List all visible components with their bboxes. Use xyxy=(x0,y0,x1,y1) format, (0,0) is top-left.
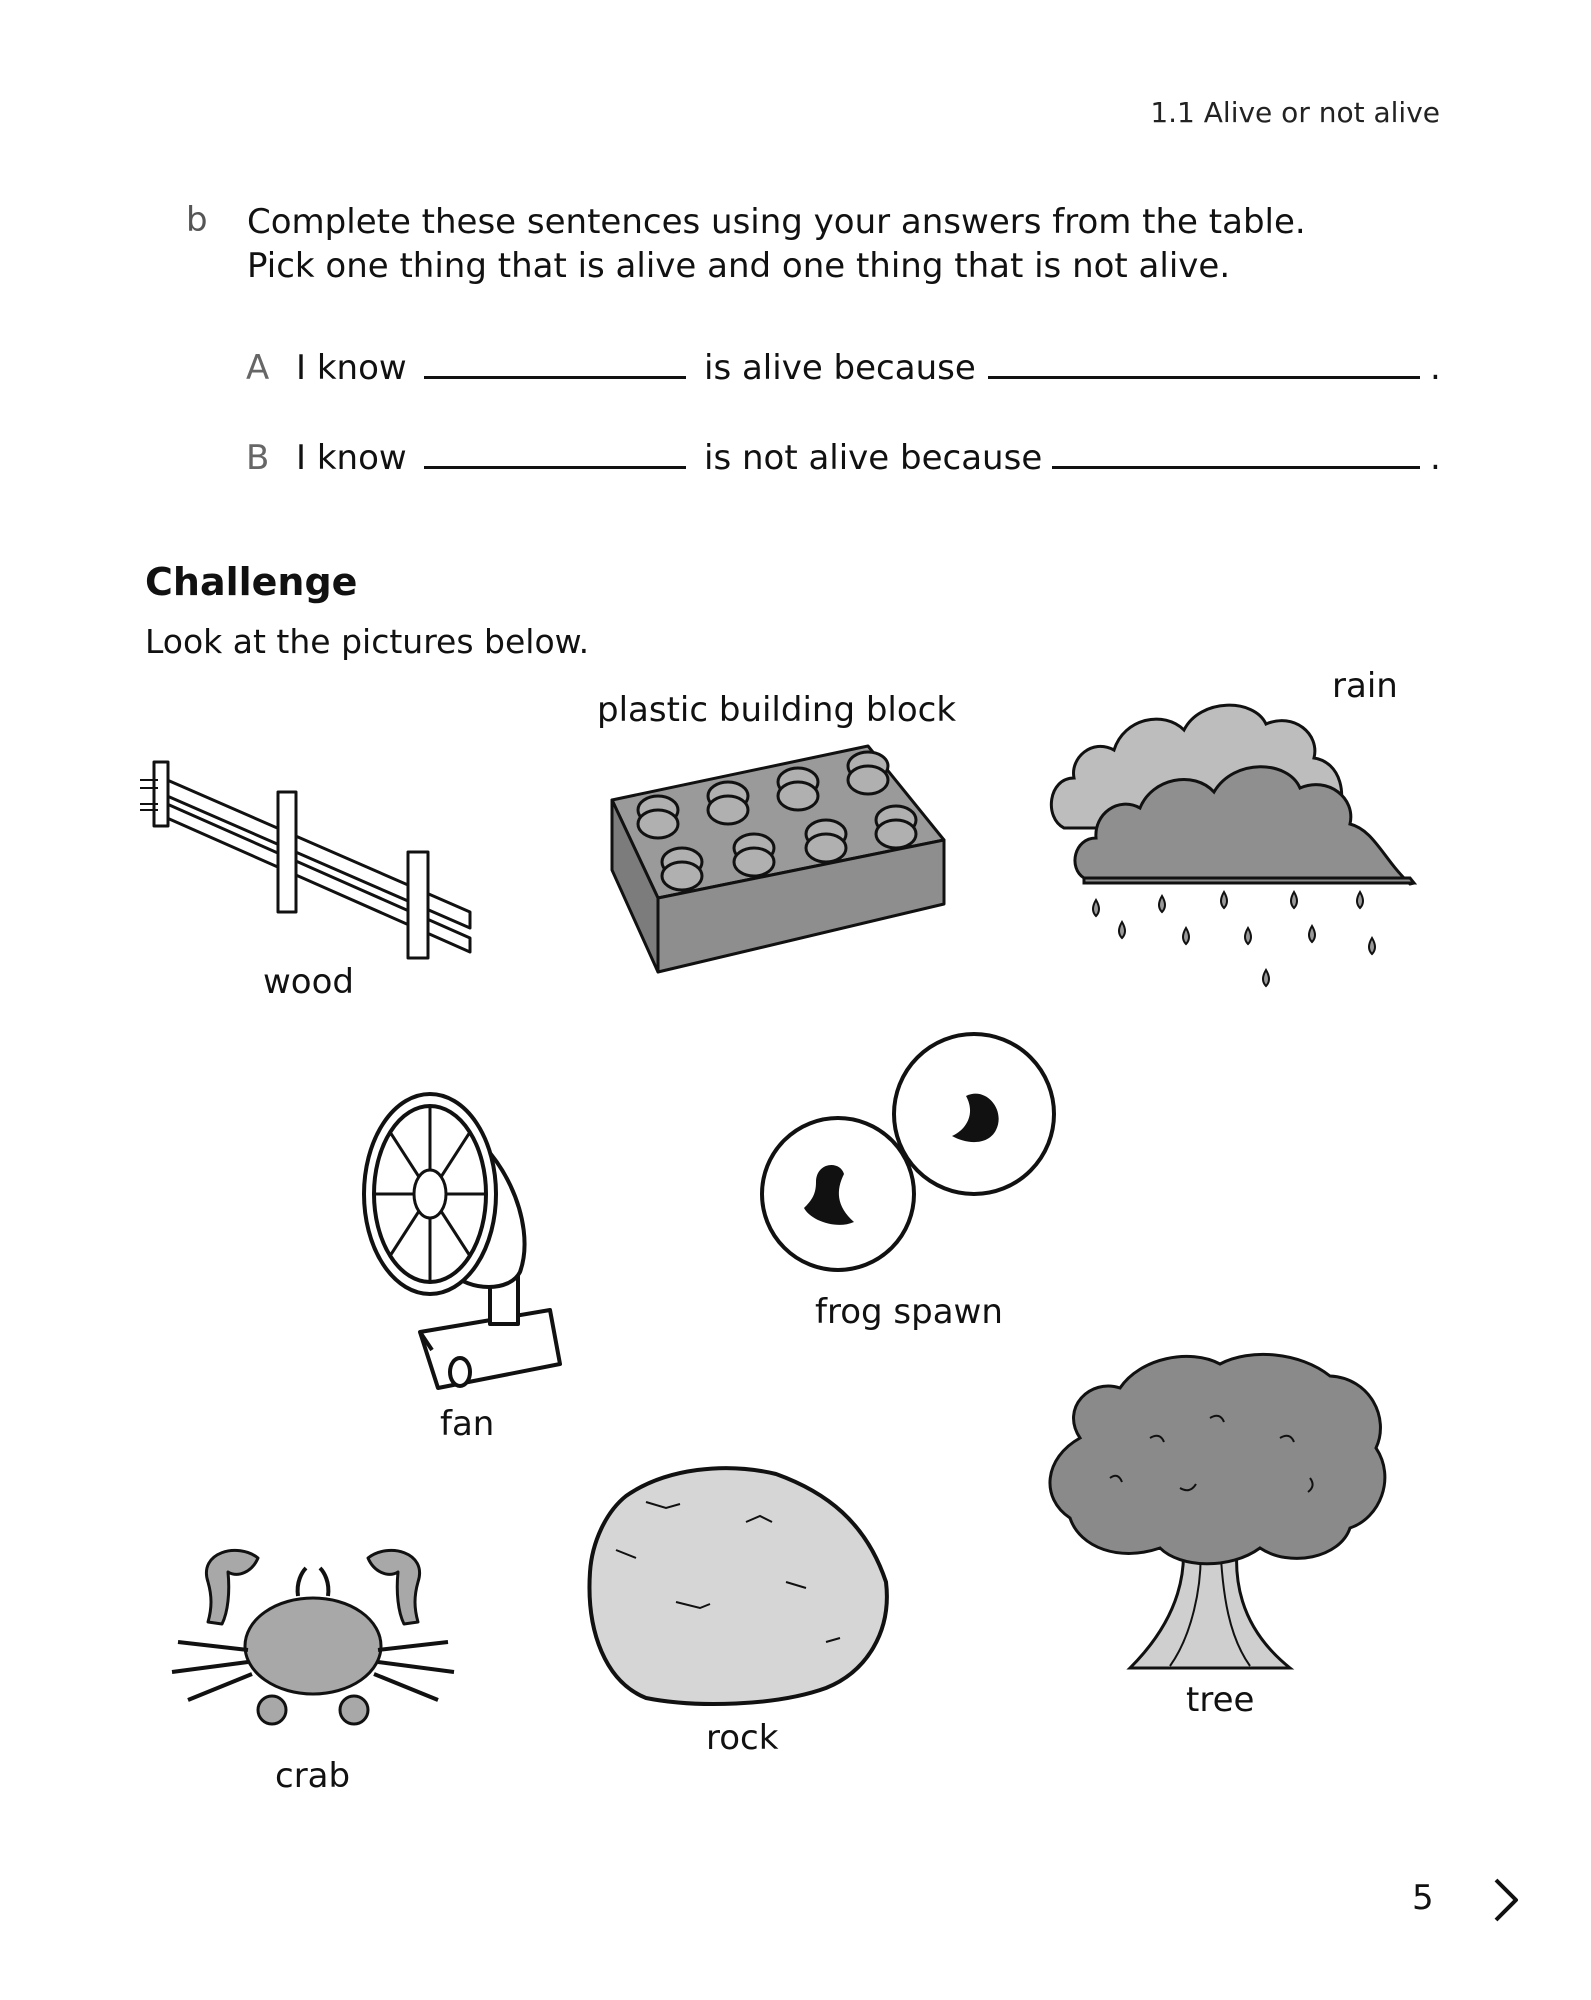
challenge-intro: Look at the pictures below. xyxy=(145,622,590,661)
running-header: 1.1 Alive or not alive xyxy=(1150,96,1440,129)
question-text xyxy=(247,200,1306,288)
answer-blank-thing[interactable] xyxy=(424,466,686,469)
building-block-illustration xyxy=(608,740,948,976)
frog-spawn-label: frog spawn xyxy=(815,1292,1003,1332)
answer-blank-reason[interactable] xyxy=(988,376,1420,379)
question-letter: b xyxy=(186,200,208,240)
sentence-end: . xyxy=(1430,348,1441,388)
answer-blank-thing[interactable] xyxy=(424,376,686,379)
chevron-right-icon[interactable] xyxy=(1490,1876,1522,1924)
sentence-middle: is alive because xyxy=(704,348,976,388)
frog-spawn-illustration xyxy=(756,1030,1066,1280)
sentence-letter: A xyxy=(246,348,270,388)
wood-fence-illustration xyxy=(140,752,480,962)
wood-label: wood xyxy=(263,962,354,1002)
rain-label: rain xyxy=(1332,666,1398,706)
question-line-1: Complete these sentences using your answers from the table. xyxy=(247,202,1306,242)
challenge-heading: Challenge xyxy=(145,560,358,604)
question-line-2: Pick one thing that is alive and one thing that is not alive. xyxy=(247,246,1231,286)
answer-blank-reason[interactable] xyxy=(1052,466,1420,469)
tree-illustration xyxy=(1040,1348,1396,1688)
fan-label: fan xyxy=(440,1404,495,1444)
sentence-end: . xyxy=(1430,438,1441,478)
rock-label: rock xyxy=(706,1718,779,1758)
rock-illustration xyxy=(586,1462,892,1712)
fan-illustration xyxy=(360,1082,580,1392)
page-number: 5 xyxy=(1412,1878,1434,1918)
sentence-letter: B xyxy=(246,438,270,478)
rain-cloud-illustration xyxy=(1044,678,1424,998)
block-label: plastic building block xyxy=(597,690,957,730)
tree-label: tree xyxy=(1186,1680,1255,1720)
sentence-start: I know xyxy=(296,438,407,478)
sentence-middle: is not alive because xyxy=(704,438,1043,478)
crab-illustration xyxy=(168,1542,458,1742)
crab-label: crab xyxy=(275,1756,351,1796)
sentence-start: I know xyxy=(296,348,407,388)
